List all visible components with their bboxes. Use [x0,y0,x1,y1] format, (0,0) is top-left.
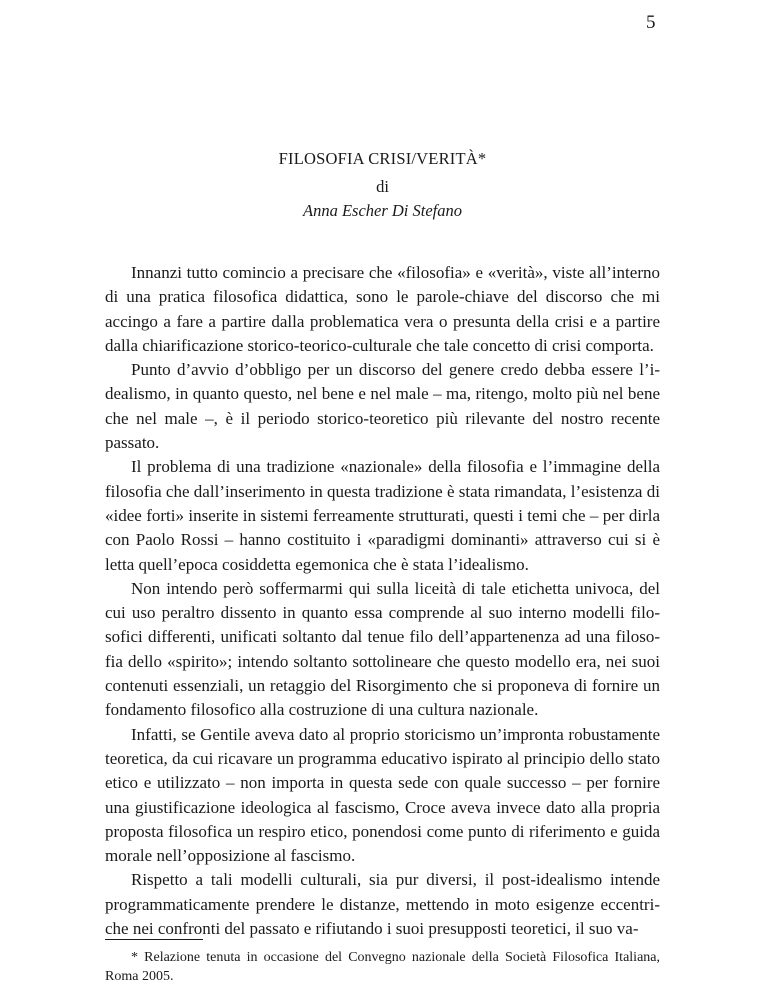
footnote-divider [105,939,203,940]
body-text [105,261,660,941]
paragraph: Il problema di una tradizione «nazionale» della filosofia e l’immagine della filosofia che dall’inserimento in questa tradizione è stata rimandata, l’esistenza di «idee forti» inserite in sistemi ferreamente strutturati, questi i temi che – per dirla con Paolo Rossi – hanno costituito i «paradigmi dominanti» attraverso cui si è letta quell’epoca cosiddetta egemonica che è stata l’idealismo. [105,457,660,574]
author-name: Anna Escher Di Stefano [302,201,462,220]
page-number: 5 [646,12,656,33]
byline-di: di [376,177,389,196]
footnote: * Relazione tenuta in occasione del Convegno nazionale della Società Filosofica Italiana, Roma 2005. [105,950,660,984]
paragraph: Infatti, se Gentile aveva dato al proprio storicismo un’impronta robustamente teoretica, da cui ricavare un programma educativo ispirato al principio dello stato etico e utilizzato – non importa in questa sede con quale successo – per fornire una giustificazione ideologica al fascismo, Croce aveva invece dato alla propria proposta filosofica un respiro etico, ponendosi come punto di riferimento e guida morale nell’opposizione al fascismo. [105,724,660,866]
paragraph: Innanzi tutto comincio a precisare che «filosofia» e «verità», viste all’interno di una pratica filosofica didattica, sono le parole-chiave del discorso che mi accingo a fare a partire dalla problematica vera o presunta della crisi e a partire dalla chiarificazione storico-teorico-culturale che tale concetto di crisi comporta. [105,263,660,355]
paragraph: Rispetto a tali modelli culturali, sia pur diversi, il post-idealismo intende programmaticamente prendere le distanze, mettendo in moto esigenze eccentriche nei confronti del passato e rifiutando i suoi presupposti teoretici, il suo va- [105,870,660,939]
paragraph: Punto d’avvio d’obbligo per un discorso del genere credo debba essere l’idealismo, in quanto questo, nel bene e nel male – ma, ritengo, molto più nel bene che nel male –, è il periodo storico-teoretico più rilevante del nostro recente passato. [105,360,660,453]
article-title: FILOSOFIA CRISI/VERITÀ* [278,149,487,168]
paragraph: Non intendo però soffermarmi qui sulla liceità di tale etichetta univoca, del cui uso peraltro dissento in quanto essa comprende al suo interno modelli filosofici differenti, unificati soltanto dal tenue filo dell’appartenenza ad una filosofia dello «spirito»; intendo soltanto sottolineare che questo modello era, nei suoi contenuti essenziali, un retaggio del Risorgimento che si proponeva di fornire un fondamento filosofico alla costruzione di una cultura nazionale. [105,578,660,720]
title-block [105,147,660,223]
